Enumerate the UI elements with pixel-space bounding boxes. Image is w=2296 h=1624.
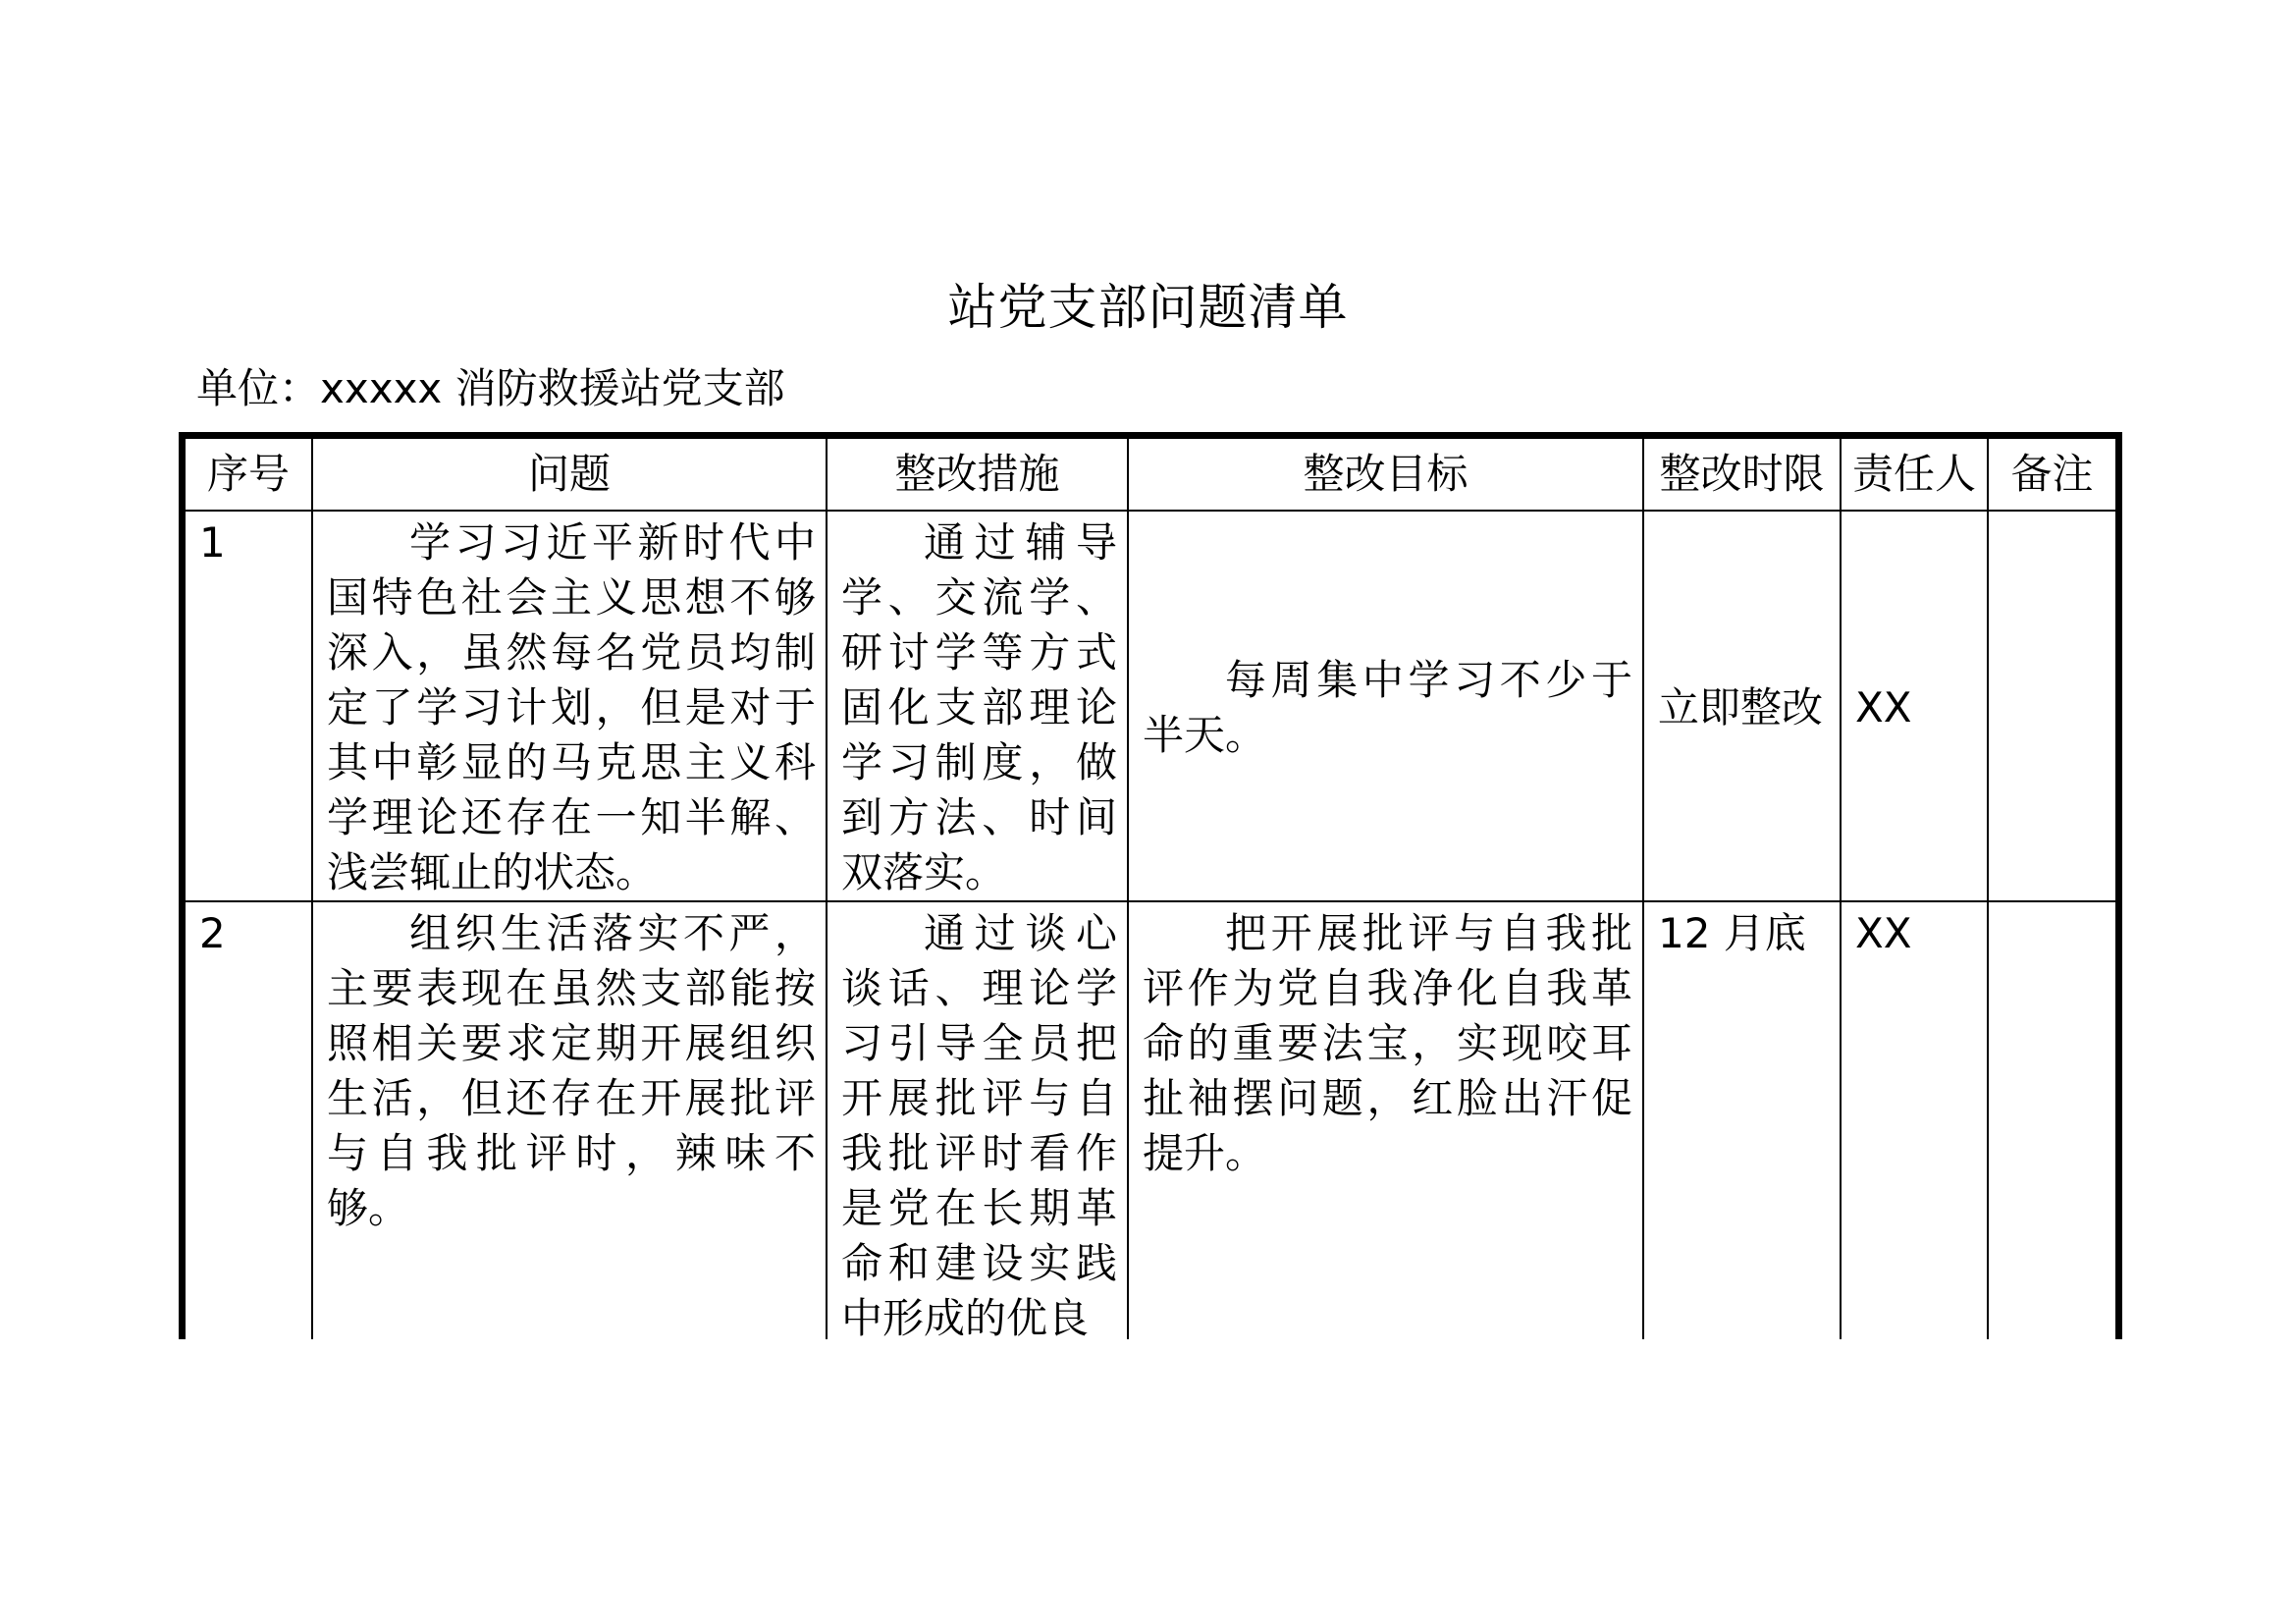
row-note	[1988, 511, 2115, 901]
row-seq: 2	[186, 901, 312, 1339]
header-owner: 责任人	[1841, 439, 1988, 511]
row-deadline: 立即整改	[1643, 511, 1841, 901]
row-goal: 把开展批评与自我批评作为党自我净化自我革命的重要法宝，实现咬耳扯袖摆问题，红脸出汗促提升。	[1128, 901, 1643, 1339]
row-owner: XX	[1841, 511, 1988, 901]
table-row	[186, 901, 2115, 1339]
row-note	[1988, 901, 2115, 1339]
row-measure: 通过辅导学、交流学、研讨学等方式固化支部理论学习制度，做到方法、时间双落实。	[827, 511, 1128, 901]
row-deadline: 12 月底	[1643, 901, 1841, 1339]
unit-line: 单位：xxxxx 消防救援站党支部	[196, 364, 785, 412]
row-seq: 1	[186, 511, 312, 901]
document-title: 站党支部问题清单	[947, 279, 1349, 336]
header-seq: 序号	[186, 439, 312, 511]
row-measure: 通过谈心谈话、理论学习引导全员把开展批评与自我批评时看作是党在长期革命和建设实践中形成的优良	[827, 901, 1128, 1339]
issue-table-frame	[179, 432, 2122, 1339]
table-row	[186, 511, 2115, 901]
row-problem: 组织生活落实不严，主要表现在虽然支部能按照相关要求定期开展组织生活，但还存在开展批评与自我批评时，辣味不够。	[312, 901, 827, 1339]
header-goal: 整改目标	[1128, 439, 1643, 511]
row-problem: 学习习近平新时代中国特色社会主义思想不够深入，虽然每名党员均制定了学习计划，但是对于其中彰显的马克思主义科学理论还存在一知半解、浅尝辄止的状态。	[312, 511, 827, 901]
header-measure: 整改措施	[827, 439, 1128, 511]
row-owner: XX	[1841, 901, 1988, 1339]
issue-table	[186, 439, 2115, 1339]
header-deadline: 整改时限	[1643, 439, 1841, 511]
header-note: 备注	[1988, 439, 2115, 511]
header-row	[186, 439, 2115, 511]
header-problem: 问题	[312, 439, 827, 511]
row-goal: 每周集中学习不少于半天。	[1128, 511, 1643, 901]
